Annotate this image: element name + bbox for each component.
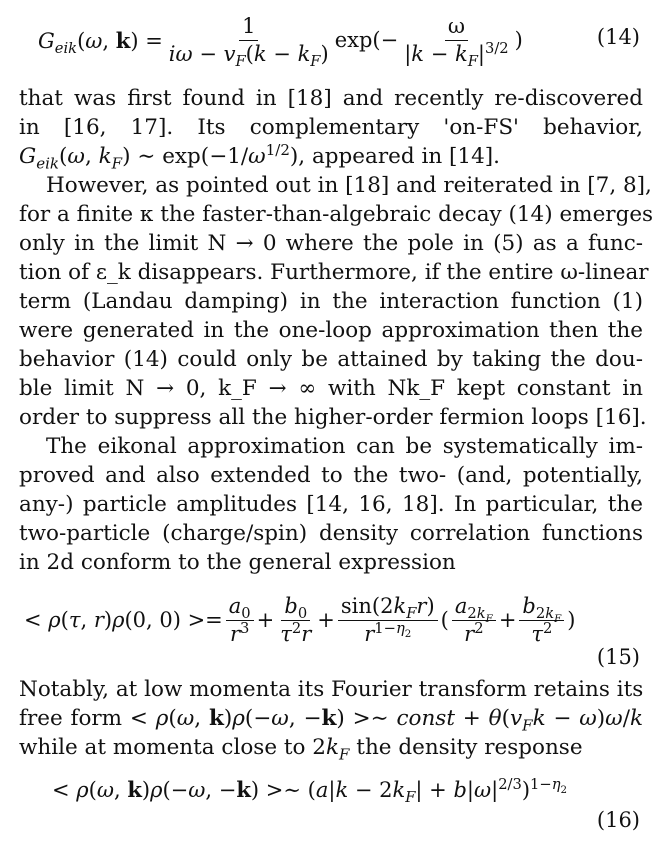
text-line-9: were generated in the one-loop approximation then the	[19, 318, 643, 343]
eq14-exp: exp(−	[334, 28, 399, 52]
text-line-2: in [16, 17]. Its complementary 'on-FS' behavior,	[19, 115, 643, 140]
eq14-fraction-1: $\frac{1}{i\omega - v_F(k - k_F)}$	[168, 14, 329, 70]
text-line-12: order to suppress all the higher-order fermion loops [16].	[19, 405, 647, 430]
text-line-20: while at momenta close to $2k_F$ the density response	[19, 735, 583, 764]
text-line-1: that was first found in [18] and recently re-discovered	[19, 86, 643, 111]
text-line-5: for a finite κ the faster-than-algebraic decay (14) emerges	[19, 202, 654, 227]
eq16-expr: < ρ(ω, k)ρ(−ω, −k) >∼ $(a|k - 2k_F| + b|\omega|^{2/3})^{1-\eta_2}$	[52, 776, 568, 807]
equation-number-16: (16)	[596, 808, 640, 832]
equation-number-15: (15)	[596, 645, 640, 669]
text-line-8: term (Landau damping) in the interaction function (1)	[19, 289, 643, 314]
eq14-fraction-2: $\frac{\omega}{|k - k_F|^{3/2}}$	[404, 14, 509, 70]
equation-15: < ρ(τ, r)ρ(0, 0) >= $\frac{a_0}{r^3}$ + $\frac{b_0}{\tau^2r}$ + $\frac{\sin(2k_Fr)}{r^{1-\eta_2}}$ ( $\frac{a_{2k_F}}{r^2}$ + $\frac{b_{2k_F}}{\tau^2}$ ) (15)	[24, 593, 640, 669]
text-line-16: two-particle (charge/spin) density correlation functions	[19, 521, 643, 546]
equation-number-14: (14)	[596, 25, 640, 49]
equation-14: $G_{eik}(\omega$, k) = $\frac{1}{i\omega - v_F(k - k_F)}$ exp(− $\frac{\omega}{|k - k_F|^{3/2}}$ ) (14)	[38, 14, 640, 70]
eq15-lhs: < ρ(τ, r)ρ(0, 0) >=	[24, 608, 223, 632]
text-line-17: in 2d conform to the general expression	[19, 550, 456, 575]
text-line-4: However, as pointed out in [18] and reiterated in [7, 8],	[46, 173, 652, 198]
eq14-lhs: $G_{eik}(\omega$, k) =	[38, 27, 163, 57]
text-line-18: Notably, at low momenta its Fourier transform retains its	[19, 677, 644, 702]
text-line-10: behavior (14) could only be attained by taking the dou-	[19, 347, 643, 372]
text-line-14: proved and also extended to the two- (and, potentially,	[19, 463, 643, 488]
text-line-15: any-) particle amplitudes [14, 16, 18]. In particular, the	[19, 492, 643, 517]
text-line-3: $G_{eik}(\omega$, $k_F$) ∼ $\exp(-1/\omega^{1/2})$, appeared in [14].	[19, 140, 500, 173]
text-line-13: The eikonal approximation can be systematically im-	[46, 434, 643, 459]
text-line-19: free form < ρ(ω, k)ρ(−ω, −k) >∼ const + $\theta(v_Fk - \omega)\omega/k$	[19, 706, 643, 735]
text-line-7: tion of ε_k disappears. Furthermore, if the entire ω-linear	[19, 260, 649, 285]
equation-16	[0, 772, 662, 842]
text-line-11: ble limit N → 0, k_F → ∞ with Nk_F kept constant in	[19, 376, 643, 401]
text-line-6: only in the limit N → 0 where the pole in (5) as a func-	[19, 231, 643, 256]
